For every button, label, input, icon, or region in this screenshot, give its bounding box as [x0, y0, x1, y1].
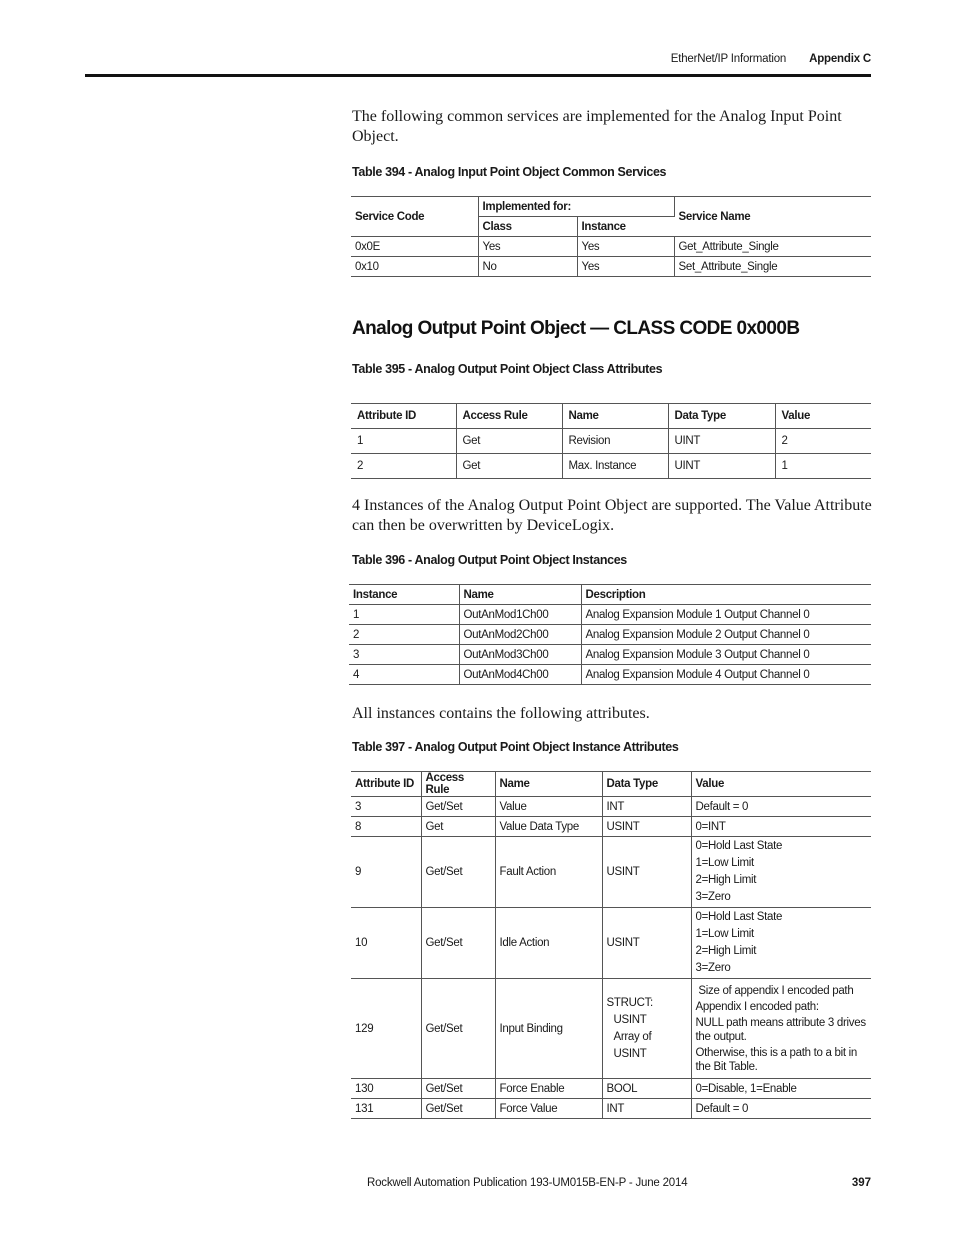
cell-access-rule: Get/Set [421, 1099, 495, 1119]
cell-instance: 4 [349, 665, 459, 685]
cell-value: Default = 0 [691, 1099, 871, 1119]
cell-access-rule: Get [456, 429, 562, 454]
header-access-rule: Access Rule [421, 772, 495, 797]
cell-value: 2 [775, 429, 871, 454]
cell-value [691, 908, 871, 979]
header-service-code: Service Code [351, 197, 478, 237]
table-397-caption: Table 397 - Analog Output Point Object Instance Attributes [352, 740, 679, 754]
value-line: Otherwise, this is a path to a bit in the Bit Table. [695, 1046, 857, 1073]
cell-name: Force Value [495, 1099, 602, 1119]
cell-name: OutAnMod1Ch00 [459, 605, 581, 625]
cell-access-rule: Get/Set [421, 797, 495, 817]
cell-data-type: INT [602, 1099, 691, 1119]
value-line: 0=Hold Last State [695, 840, 783, 852]
cell-description: Analog Expansion Module 1 Output Channel 0 [581, 605, 871, 625]
header-value: Value [691, 772, 871, 797]
value-line: 1=Low Limit [695, 857, 754, 869]
table-394-caption: Table 394 - Analog Input Point Object Common Services [352, 165, 667, 179]
cell-attribute-id: 131 [351, 1099, 421, 1119]
cell-attribute-id: 1 [351, 429, 456, 454]
cell-name: Value Data Type [495, 817, 602, 837]
table-395-caption: Table 395 - Analog Output Point Object Class Attributes [352, 362, 663, 376]
table-397 [351, 771, 871, 1119]
table-row [349, 625, 871, 645]
header-section-title: EtherNet/IP Information [670, 53, 787, 65]
cell-data-type: UINT [668, 429, 775, 454]
table-row [349, 605, 871, 625]
header-name: Name [562, 404, 668, 429]
instances-paragraph: 4 Instances of the Analog Output Point Object are supported. The Value Attribute can then be overwritten by DeviceLogix. [352, 497, 872, 534]
value-line: 0=Hold Last State [695, 911, 783, 923]
value-line: NULL path means attribute 3 drives the output. [695, 1016, 866, 1043]
footer-publication: Rockwell Automation Publication 193-UM015B-EN-P - June 2014 [367, 1177, 688, 1189]
table-row [351, 454, 871, 479]
table-row [351, 797, 871, 817]
cell-description: Analog Expansion Module 4 Output Channel 0 [581, 665, 871, 685]
header-attribute-id: Attribute ID [351, 772, 421, 797]
intro-paragraph: The following common services are implemented for the Analog Input Point Object. [352, 108, 842, 145]
type-line: Array of USINT [613, 1030, 652, 1060]
cell-name: OutAnMod4Ch00 [459, 665, 581, 685]
cell-name: Fault Action [495, 837, 602, 908]
cell-access-rule: Get [456, 454, 562, 479]
attributes-paragraph: All instances contains the following attributes. [352, 705, 650, 722]
header-rule [85, 74, 871, 77]
table-row [351, 1079, 871, 1099]
cell-class: Yes [478, 237, 577, 257]
page-number: 397 [851, 1177, 871, 1189]
cell-name: Input Binding [495, 979, 602, 1079]
cell-instance: 3 [349, 645, 459, 665]
table-row [351, 837, 871, 908]
cell-access-rule: Get [421, 817, 495, 837]
type-line: USINT [613, 1013, 647, 1026]
cell-service-name: Get_Attribute_Single [674, 237, 871, 257]
cell-class: No [478, 257, 577, 277]
cell-name: Max. Instance [562, 454, 668, 479]
cell-name: Value [495, 797, 602, 817]
header-value: Value [775, 404, 871, 429]
cell-name: Force Enable [495, 1079, 602, 1099]
cell-name: Idle Action [495, 908, 602, 979]
cell-service-code: 0x0E [351, 237, 478, 257]
value-line: 1=Low Limit [695, 928, 754, 940]
table-394 [351, 196, 871, 277]
cell-service-name: Set_Attribute_Single [674, 257, 871, 277]
table-row [351, 1099, 871, 1119]
cell-data-type: USINT [602, 817, 691, 837]
type-line: STRUCT: [606, 996, 653, 1009]
value-line: Size of appendix I encoded path [695, 984, 854, 997]
header-description: Description [581, 585, 871, 605]
running-header [671, 53, 871, 65]
cell-instance: Yes [577, 237, 674, 257]
cell-access-rule: Get/Set [421, 908, 495, 979]
value-line: 2=High Limit [695, 874, 757, 886]
section-heading: Analog Output Point Object — CLASS CODE 0x000B [352, 318, 800, 339]
table-396 [349, 584, 871, 685]
cell-instance: Yes [577, 257, 674, 277]
header-data-type: Data Type [668, 404, 775, 429]
table-row [351, 908, 871, 979]
cell-value: 1 [775, 454, 871, 479]
cell-access-rule: Get/Set [421, 1079, 495, 1099]
cell-attribute-id: 10 [351, 908, 421, 979]
cell-data-type: USINT [602, 908, 691, 979]
cell-instance: 2 [349, 625, 459, 645]
cell-attribute-id: 9 [351, 837, 421, 908]
cell-value [691, 837, 871, 908]
cell-attribute-id: 8 [351, 817, 421, 837]
value-line: 2=High Limit [695, 945, 757, 957]
cell-value: 0=INT [691, 817, 871, 837]
table-396-caption: Table 396 - Analog Output Point Object Instances [352, 553, 627, 567]
table-395 [351, 403, 871, 479]
cell-access-rule: Get/Set [421, 837, 495, 908]
cell-data-type: USINT [602, 837, 691, 908]
cell-description: Analog Expansion Module 2 Output Channel 0 [581, 625, 871, 645]
value-line: Appendix I encoded path: [695, 1000, 819, 1013]
table-row [351, 237, 871, 257]
header-name: Name [459, 585, 581, 605]
header-appendix-label: Appendix C [809, 53, 871, 65]
header-implemented-for: Implemented for: [478, 197, 674, 217]
header-attribute-id: Attribute ID [351, 404, 456, 429]
cell-instance: 1 [349, 605, 459, 625]
cell-attribute-id: 2 [351, 454, 456, 479]
cell-data-type: UINT [668, 454, 775, 479]
cell-service-code: 0x10 [351, 257, 478, 277]
cell-data-type: INT [602, 797, 691, 817]
table-row [351, 257, 871, 277]
cell-value: 0=Disable, 1=Enable [691, 1079, 871, 1099]
cell-access-rule: Get/Set [421, 979, 495, 1079]
header-service-name: Service Name [674, 197, 871, 237]
cell-value [691, 979, 871, 1079]
cell-data-type [602, 979, 691, 1079]
header-data-type: Data Type [602, 772, 691, 797]
value-line: 3=Zero [695, 891, 731, 903]
cell-description: Analog Expansion Module 3 Output Channel 0 [581, 645, 871, 665]
value-line: 3=Zero [695, 962, 731, 974]
table-row [351, 817, 871, 837]
cell-name: OutAnMod2Ch00 [459, 625, 581, 645]
cell-value: Default = 0 [691, 797, 871, 817]
table-row [351, 979, 871, 1079]
header-instance: Instance [349, 585, 459, 605]
table-row [349, 645, 871, 665]
table-row [351, 429, 871, 454]
header-instance: Instance [577, 217, 674, 237]
cell-name: Revision [562, 429, 668, 454]
cell-name: OutAnMod3Ch00 [459, 645, 581, 665]
header-access-rule: Access Rule [456, 404, 562, 429]
cell-data-type: BOOL [602, 1079, 691, 1099]
cell-attribute-id: 129 [351, 979, 421, 1079]
cell-attribute-id: 130 [351, 1079, 421, 1099]
table-row [349, 665, 871, 685]
header-class: Class [478, 217, 577, 237]
header-name: Name [495, 772, 602, 797]
cell-attribute-id: 3 [351, 797, 421, 817]
